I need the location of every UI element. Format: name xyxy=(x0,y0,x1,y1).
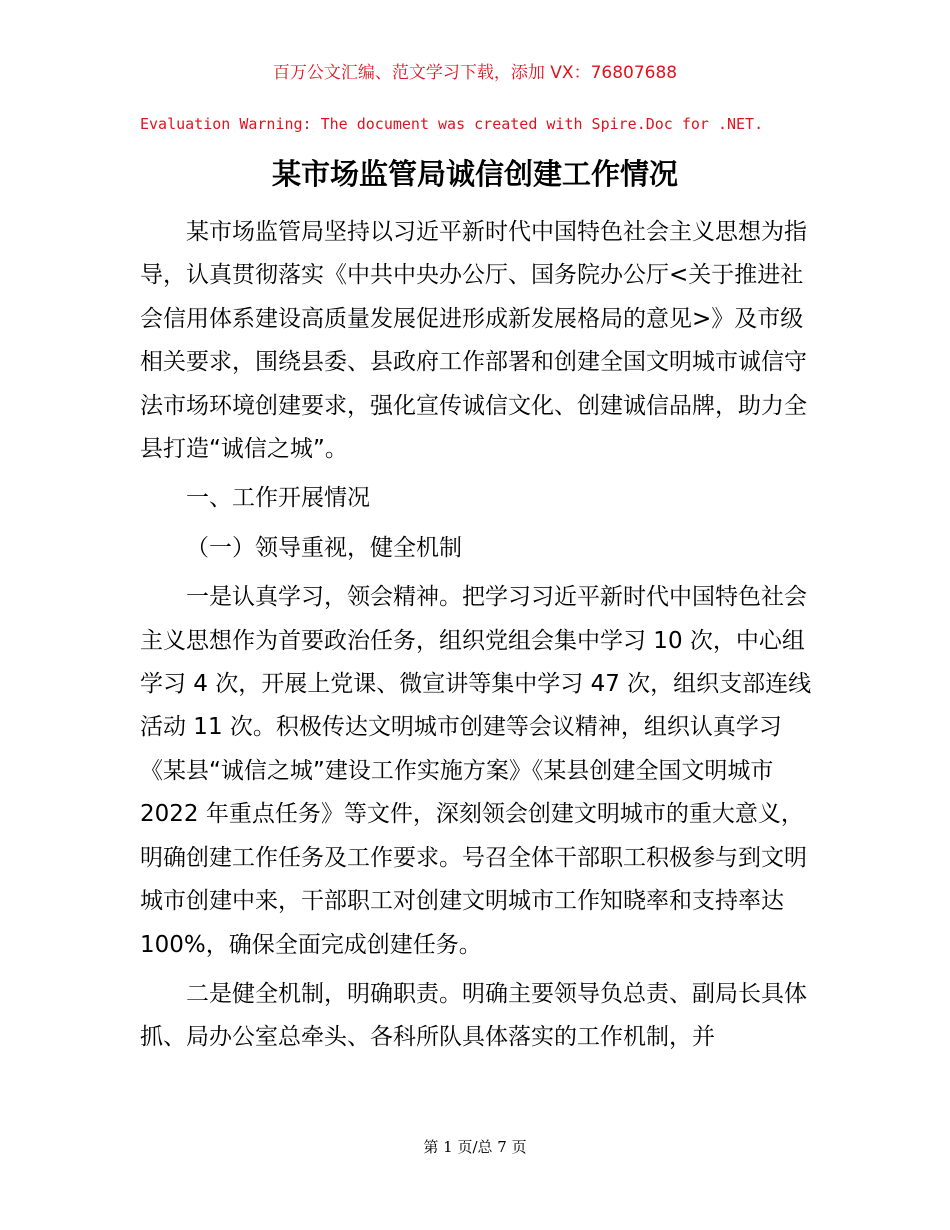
document-title: 某市场监管局诚信创建工作情况 xyxy=(271,157,678,191)
evaluation-warning: Evaluation Warning: The document was created with Spire.Doc for .NET. xyxy=(140,115,764,133)
subsection-heading: （一）领导重视，健全机制 xyxy=(186,534,462,561)
body-paragraph: 一是认真学习，领会精神。把学习习近平新时代中国特色社会主义思想作为首要政治任务，组织党组会集中学习 10 次，中心组学习 4 次，开展上党课、微宣讲等集中学习 47 次，组织支部连线活动 11 次。积极传达文明城市创建等会议精神，组织认真学习《某县“诚信之城”建设工作实施方案》《某县创建全国文明城市 2022 年重点任务》等文件，深刻领会创建文明城市的重大意义，明确创建工作任务及工作要求。号召全体干部职工积极参与到文明城市创建中来，干部职工对创建文明城市工作知晓率和支持率达 100%，确保全面完成创建任务。 xyxy=(140,584,812,958)
promo-banner: 百万公文汇编、范文学习下载，添加 VX：76807688 xyxy=(272,63,678,83)
section-heading: 一、工作开展情况 xyxy=(186,485,370,512)
intro-paragraph: 某市场监管局坚持以习近平新时代中国特色社会主义思想为指导，认真贯彻落实《中共中央办公厅、国务院办公厅<关于推进社会信用体系建设高质量发展促进形成新发展格局的意见>》及市级相关要求，围绕县委、县政府工作部署和创建全国文明城市诚信守法市场环境创建要求，强化宣传诚信文化、创建诚信品牌，助力全县打造“诚信之城”。 xyxy=(140,219,807,463)
page-indicator: 第 1 页/总 7 页 xyxy=(423,1138,527,1156)
body-paragraph: 二是健全机制，明确职责。明确主要领导负总责、副局长具体抓、局办公室总牵头、各科所队具体落实的工作机制，并 xyxy=(140,980,807,1051)
document-body xyxy=(140,211,816,1060)
